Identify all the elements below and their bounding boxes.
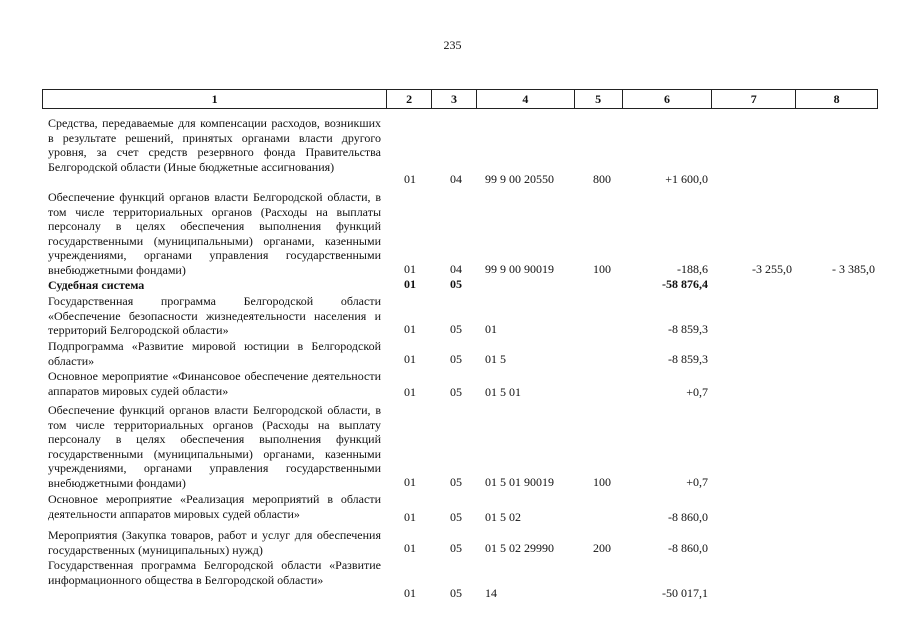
- row-target-article: 99 9 00 20550: [485, 172, 554, 186]
- row-target-article: 99 9 00 90019: [485, 262, 554, 276]
- row-section: 01: [404, 322, 416, 336]
- row-amount-col6: +1 600,0: [665, 172, 708, 186]
- row-subsection: 05: [450, 510, 462, 524]
- row-target-article: 01 5 01 90019: [485, 475, 554, 489]
- row-description: Обеспечение функций органов власти Белгородской области, в том числе территориальных органов (Расходы на выплату персоналу в целях обеспечения выполнения функций государственными (муниципальными) органами, казенными учреждениями, органами управления государственными внебюджетными фондами): [48, 403, 381, 490]
- row-description: Государственная программа Белгородской области «Развитие информационного общества в Белгородской области»: [48, 558, 381, 587]
- row-expense-type: 100: [593, 262, 611, 276]
- header-col-8: 8: [833, 92, 840, 106]
- row-subsection: 05: [450, 385, 462, 399]
- row-description: Мероприятия (Закупка товаров, работ и услуг для обеспечения государственных (муниципальных) нужд): [48, 528, 381, 557]
- row-amount-col6: -50 017,1: [662, 586, 708, 600]
- row-description: Подпрограмма «Развитие мировой юстиции в Белгородской области»: [48, 339, 381, 368]
- row-section: 01: [404, 586, 416, 600]
- row-amount-col6: +0,7: [686, 385, 708, 399]
- row-target-article: 01 5: [485, 352, 506, 366]
- row-subsection: 05: [450, 586, 462, 600]
- row-subsection: 05: [450, 352, 462, 366]
- page-number: 235: [443, 38, 462, 52]
- row-amount-col8: - 3 385,0: [832, 262, 875, 276]
- row-description: Судебная система: [48, 278, 145, 292]
- row-subsection: 04: [450, 172, 462, 186]
- row-amount-col6: +0,7: [686, 475, 708, 489]
- row-amount-col6: -8 859,3: [668, 352, 708, 366]
- row-amount-col6: -8 860,0: [668, 541, 708, 555]
- row-description: Основное мероприятие «Реализация мероприятий в области деятельности аппаратов мировых судей области»: [48, 492, 381, 521]
- row-target-article: 14: [485, 586, 497, 600]
- row-subsection: 05: [450, 277, 462, 291]
- row-description: Средства, передаваемые для компенсации расходов, возникших в результате решений, принятых органами власти другого уровня, за счет средств резервного фонда Правительства Белгородской области (Иные бюджетные ассигнования): [48, 116, 381, 174]
- header-col-7: 7: [712, 90, 796, 108]
- row-target-article: 01 5 02 29990: [485, 541, 554, 555]
- row-amount-col7: -3 255,0: [752, 262, 792, 276]
- row-target-article: 01: [485, 322, 497, 336]
- row-section: 01: [404, 510, 416, 524]
- row-expense-type: 800: [593, 172, 611, 186]
- row-subsection: 05: [450, 541, 462, 555]
- row-section: 01: [404, 541, 416, 555]
- row-description: Государственная программа Белгородской области «Обеспечение безопасности жизнедеятельности населения и территорий Белгородской области»: [48, 294, 381, 338]
- row-section: 01: [404, 385, 416, 399]
- header-col-6: 6: [623, 90, 713, 108]
- row-subsection: 05: [450, 322, 462, 336]
- row-expense-type: 200: [593, 541, 611, 555]
- row-description: Основное мероприятие «Финансовое обеспечение деятельности аппаратов мировых судей области»: [48, 369, 381, 398]
- row-amount-col6: -188,6: [677, 262, 708, 276]
- row-target-article: 01 5 01: [485, 385, 521, 399]
- row-section: 01: [404, 475, 416, 489]
- header-col-3: 3: [432, 90, 477, 108]
- row-target-article: 01 5 02: [485, 510, 521, 524]
- row-subsection: 05: [450, 475, 462, 489]
- row-section: 01: [404, 172, 416, 186]
- row-amount-col6: -8 859,3: [668, 322, 708, 336]
- row-section: 01: [404, 352, 416, 366]
- header-col-5: 5: [575, 90, 623, 108]
- header-col-1: 1: [43, 90, 387, 108]
- row-expense-type: 100: [593, 475, 611, 489]
- row-description: Обеспечение функций органов власти Белгородской области, в том числе территориальных органов (Расходы на выплаты персоналу в целях обеспечения выполнения функций государственными (муниципальными) органами, казенными учреждениями, органами управления государственными внебюджетными фондами): [48, 190, 381, 277]
- row-section: 01: [404, 277, 416, 291]
- row-subsection: 04: [450, 262, 462, 276]
- row-amount-col6: -8 860,0: [668, 510, 708, 524]
- header-col-2: 2: [387, 90, 432, 108]
- row-section: 01: [404, 262, 416, 276]
- header-col-4: 4: [477, 90, 575, 108]
- row-amount-col6: -58 876,4: [662, 277, 708, 291]
